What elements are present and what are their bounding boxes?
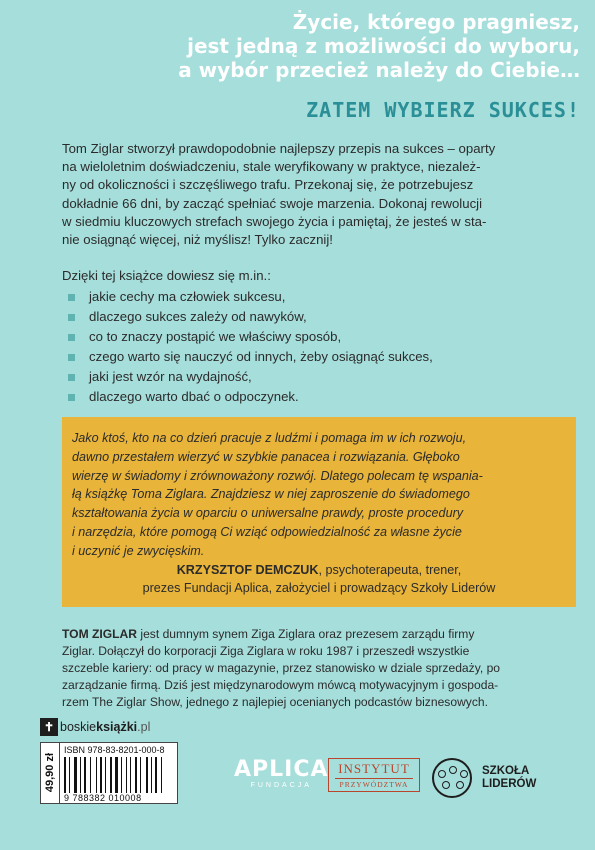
list-item [68, 387, 433, 407]
people-emblem-icon [432, 758, 472, 798]
publisher-logo [40, 718, 150, 736]
barcode-bar [128, 757, 129, 793]
barcode-bar [64, 757, 66, 793]
barcode-bar [98, 757, 99, 793]
barcode-bar [82, 757, 83, 793]
barcode-bar [135, 757, 137, 793]
bio-name: TOM ZIGLAR [62, 627, 138, 641]
aplica-logo-text: APLICA [234, 757, 329, 782]
intro-line: ny od okoliczności i szczęśliwego trafu. Przekonaj się, że potrzebujesz [62, 177, 474, 193]
headline-line: a wybór przecież należy do Ciebie… [178, 58, 580, 82]
price-text: 49,90 zł [44, 753, 56, 793]
bio-line [62, 626, 574, 643]
barcode-bar [140, 757, 141, 793]
barcode-bar [71, 757, 73, 793]
barcode-bar [146, 757, 148, 793]
barcode-bar [84, 757, 86, 793]
author-bio [62, 626, 574, 711]
list-item [68, 287, 433, 307]
barcode-bar [142, 757, 145, 793]
barcode-bar [80, 757, 81, 793]
instytut-logo-text: INSTYTUT [338, 761, 410, 776]
barcode-bar [107, 757, 109, 793]
headline [40, 10, 580, 82]
intro-line: Tom Ziglar stworzył prawdopodobnie najlepszy przepis na sukces – oparty [62, 141, 496, 156]
barcode-bar [110, 757, 112, 793]
list-item-text: dlaczego sukces zależy od nawyków, [89, 309, 307, 324]
quote-line: wierzę w świadomy i zrównoważony rozwój. Dlatego polecam tę wspania- [72, 468, 483, 483]
barcode-bar [100, 757, 102, 793]
instytut-logo-sub: PRZYWÓDZTWA [335, 778, 413, 789]
bullet-icon [68, 394, 75, 401]
barcode-number: 9 788382 010008 [64, 793, 142, 803]
quote-line: i narzędzia, które pomogą Ci wziąć odpowiedzialność za własne życie [72, 524, 462, 539]
barcode-bar [74, 757, 77, 793]
quote-line: kształtowania życia w oparciu o uniwersalne prawdy, proste procedury [72, 506, 464, 521]
testimonial-box [62, 417, 576, 607]
author-role: , psychoterapeuta, trener, [318, 562, 462, 577]
barcode-bar [126, 757, 127, 793]
bio-line: zarządzanie firmą. Dziś jest międzynarodowym mówcą motywacyjnym i gospoda- [62, 678, 499, 692]
quote-line: dawno przestałem wierzyć w szybkie panacea i rozwiązania. Głęboko [72, 449, 460, 464]
author-line [72, 561, 566, 580]
barcode-bar [113, 757, 114, 793]
bio-line: szczeble kariery: od pracy w magazynie, przez stanowisko w dziale sprzedaży, po [62, 661, 501, 675]
publisher-name: boskieksiążki.pl [60, 720, 151, 734]
headline-line: Życie, którego pragniesz, [292, 10, 580, 34]
aplica-logo-sub: FUNDACJA [250, 782, 312, 789]
list-item-text: jakie cechy ma człowiek sukcesu, [89, 289, 286, 304]
bullet-icon [68, 354, 75, 361]
price-barcode-block [40, 742, 178, 804]
list-item-text: dlaczego warto dbać o odpoczynek. [89, 389, 299, 404]
barcode-bar [78, 757, 79, 793]
list-item-text: jaki jest wzór na wydajność, [89, 369, 252, 384]
bullet-icon [68, 294, 75, 301]
quote-line: Jako ktoś, kto na co dzień pracuje z ludźmi i pomaga im w ich rozwoju, [72, 431, 467, 445]
list-item-text: czego warto się nauczyć od innych, żeby osiągnąć sukces, [89, 349, 433, 364]
barcode-bar [119, 757, 120, 793]
benefits-list [68, 287, 433, 407]
barcode-bar [105, 757, 106, 793]
isbn-barcode [60, 742, 178, 804]
barcode-bar [121, 757, 122, 793]
barcode-bar [155, 757, 157, 793]
szkola-logo [432, 758, 536, 798]
bullet-icon [68, 334, 75, 341]
headline-line: jest jedną z możliwości do wyboru, [187, 34, 580, 58]
author-affiliation: prezes Fundacji Aplica, założyciel i prowadzący Szkoły Liderów [142, 581, 496, 596]
isbn-label: ISBN 978-83-8201-000-8 [64, 745, 165, 755]
intro-line: na wieloletnim doświadczeniu, stale weryfikowany w praktyce, niezależ- [62, 159, 481, 175]
barcode-bar [138, 757, 139, 793]
intro-line: nie osiągnąć więcej, niż myślisz! Tylko zacznij! [62, 232, 333, 248]
quote-line: łą książkę Toma Ziglara. Znajdziesz w niej zaproszenie do świadomego [72, 487, 470, 502]
bio-line-rest: jest dumnym synem Ziga Ziglara oraz prezesem zarządu firmy [137, 627, 475, 641]
barcode-bar [149, 757, 150, 793]
bullet-icon [68, 314, 75, 321]
aplica-logo [234, 758, 329, 789]
list-item [68, 347, 433, 367]
barcode-bar [163, 757, 164, 793]
barcode-bar [153, 757, 154, 793]
barcode-bar [103, 757, 104, 793]
book-cross-icon: ✝ [40, 718, 58, 736]
barcode-bar [123, 757, 125, 793]
barcode-bar [161, 757, 162, 793]
barcode-bar [151, 757, 152, 793]
barcode-bar [130, 757, 131, 793]
list-item [68, 327, 433, 347]
quote-line: i uczynić je zwycięskim. [72, 543, 205, 558]
intro-line: w siedmiu kluczowych strefach swojego życia i pamiętaj, że jesteś w sta- [62, 213, 487, 229]
barcode-bar [90, 757, 91, 793]
slogan: ZATEM WYBIERZ SUKCES! [306, 98, 580, 122]
instytut-logo [328, 758, 420, 792]
author-name: KRZYSZTOF DEMCZUK [176, 562, 319, 577]
bullet-icon [68, 374, 75, 381]
list-item [68, 367, 433, 387]
list-item [68, 307, 433, 327]
barcode-bar [87, 757, 89, 793]
benefits-lead: Dzięki tej książce dowiesz się m.in.: [62, 268, 271, 283]
price-label [40, 742, 60, 804]
barcode-bar [96, 757, 97, 793]
barcode-bar [67, 757, 68, 793]
barcode-bar [158, 757, 160, 793]
barcode-bar [92, 757, 95, 793]
barcode-bar [69, 757, 70, 793]
testimonial-author [72, 561, 566, 599]
barcode-bar [115, 757, 118, 793]
bio-line: Ziglar. Dołączył do korporacji Ziga Ziglara w roku 1987 i przeszedł wszystkie [62, 644, 470, 658]
list-item-text: co to znaczy postąpić we właściwy sposób, [89, 329, 342, 344]
intro-paragraph [62, 140, 562, 249]
testimonial-text [72, 429, 566, 561]
szkola-logo-text: SZKOŁA LIDERÓW [482, 765, 537, 790]
barcode-bars [64, 757, 173, 793]
intro-line: dokładnie 66 dni, by zacząć spełniać swoje marzenia. Dokonaj rewolucji [62, 195, 483, 211]
bio-line: rzem The Ziglar Show, jednego z najlepiej ocenianych podcastów biznesowych. [62, 695, 488, 709]
barcode-bar [132, 757, 134, 793]
